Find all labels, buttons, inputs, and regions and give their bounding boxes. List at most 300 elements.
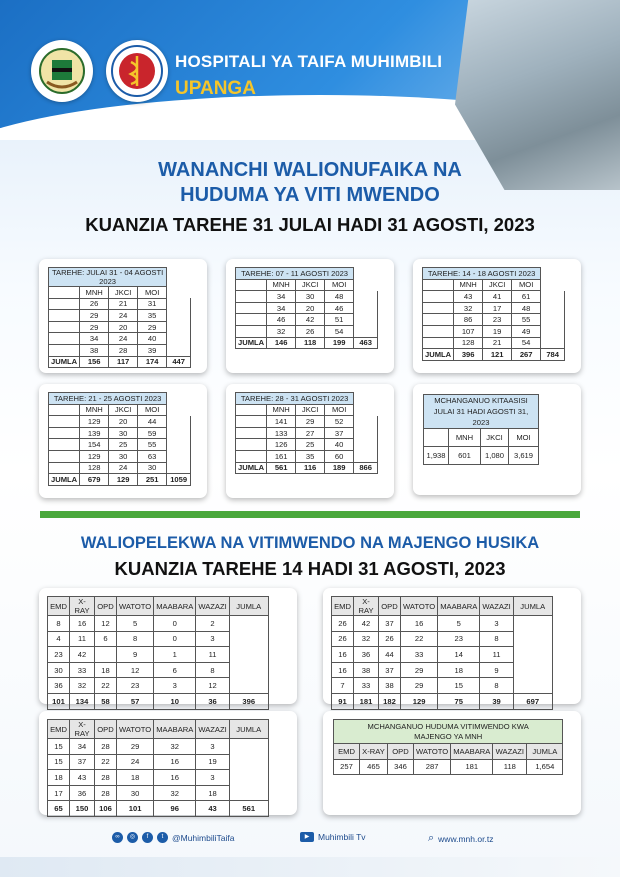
value-cell: 9 (117, 647, 154, 663)
dept-table (331, 596, 553, 710)
header-cell: JKCI (109, 287, 138, 299)
value-cell: 601 (449, 447, 481, 465)
value-cell: 52 (325, 416, 354, 428)
value-cell: 12 (196, 678, 229, 694)
value-cell: 16 (401, 616, 438, 632)
value-cell: 26 (80, 298, 109, 310)
hospital-name: HOSPITALI YA TAIFA MUHIMBILI (175, 52, 443, 71)
period-title: KUANZIA TAREHE 31 JULAI HADI 31 AGOSTI, 2023 (85, 214, 535, 235)
value-cell: 21 (109, 298, 138, 310)
value-cell: 42 (354, 616, 379, 632)
week-table (48, 267, 191, 368)
value-cell: 37 (325, 427, 354, 439)
value-cell: 9 (480, 662, 513, 678)
value-cell: 44 (379, 647, 401, 663)
total-cell: 57 (117, 693, 154, 709)
total-label: JUMLA (49, 356, 80, 368)
value-cell: 107 (454, 325, 483, 337)
value-cell: 34 (267, 291, 296, 303)
value-cell: 346 (388, 759, 414, 775)
header-cell: MAABARA (154, 720, 196, 739)
twitter-icon[interactable]: t (157, 832, 168, 843)
value-cell: 3 (480, 616, 513, 632)
week-table-title: TAREHE: 28 - 31 AGOSTI 2023 (236, 393, 354, 405)
value-cell: 11 (480, 647, 513, 663)
total-cell: 75 (438, 693, 480, 709)
value-cell: 287 (414, 759, 451, 775)
value-cell: 11 (70, 631, 95, 647)
total-cell: 447 (167, 356, 191, 368)
week-table-title: TAREHE: 14 - 18 AGOSTI 2023 (423, 268, 541, 280)
header-cell: JUMLA (229, 597, 268, 616)
value-cell: 32 (154, 785, 196, 801)
value-cell: 20 (296, 302, 325, 314)
value-cell: 23 (438, 631, 480, 647)
value-cell: 24 (109, 462, 138, 474)
week-table-title: TAREHE: 07 - 11 AGOSTI 2023 (236, 268, 354, 280)
hospital-logo (106, 40, 168, 102)
dept-table (47, 596, 269, 710)
youtube-icon[interactable]: ▶ (300, 832, 314, 842)
header-cell: MOI (509, 429, 539, 447)
value-cell: 61 (512, 291, 541, 303)
value-cell: 18 (48, 770, 70, 786)
total-cell: 150 (70, 801, 95, 817)
footer (0, 828, 620, 848)
header-cell: MAABARA (154, 597, 196, 616)
value-cell: 48 (512, 302, 541, 314)
week-card (39, 259, 207, 373)
total-row (236, 337, 378, 349)
dept-card (323, 588, 581, 704)
header-cell: OPD (95, 597, 117, 616)
main-title (0, 158, 620, 208)
facebook-icon[interactable]: f (142, 832, 153, 843)
value-cell: 46 (267, 314, 296, 326)
total-cell: 101 (48, 693, 70, 709)
value-cell: 32 (267, 325, 296, 337)
week-card (226, 259, 394, 373)
value-cell: 28 (109, 344, 138, 356)
value-cell: 14 (438, 647, 480, 663)
header-cell: WATOTO (401, 597, 438, 616)
value-cell: 37 (70, 754, 95, 770)
header-cell: MNH (267, 279, 296, 291)
header-cell: MNH (267, 404, 296, 416)
header-cell: WATOTO (117, 597, 154, 616)
header-cell: MOI (138, 404, 167, 416)
header-cell: MNH (454, 279, 483, 291)
value-cell: 129 (80, 450, 109, 462)
week-table-title: TAREHE: 21 - 25 AGOSTI 2023 (49, 393, 167, 405)
value-cell: 23 (117, 678, 154, 694)
value-cell: 8 (480, 678, 513, 694)
total-cell: 174 (138, 356, 167, 368)
header-cell: JKCI (481, 429, 509, 447)
value-cell: 37 (379, 616, 401, 632)
value-cell: 12 (95, 616, 117, 632)
dept-table (47, 719, 269, 817)
week-card (226, 384, 394, 498)
header-cell: X-RAY (360, 744, 388, 760)
header-cell: MOI (512, 279, 541, 291)
value-cell: 28 (95, 785, 117, 801)
header-cell: EMD (48, 720, 70, 739)
table-row (48, 616, 269, 632)
value-cell: 15 (48, 739, 70, 755)
value-cell: 11 (196, 647, 229, 663)
value-cell: 39 (138, 344, 167, 356)
table-row (49, 416, 191, 428)
header-cell: X-RAY (70, 720, 95, 739)
table-row (49, 427, 191, 439)
total-cell: 65 (48, 801, 70, 817)
total-cell: 866 (354, 462, 378, 474)
value-cell: 16 (332, 662, 354, 678)
main-title-line2: HUDUMA YA VITI MWENDO (180, 184, 440, 206)
header-cell: EMD (334, 744, 360, 760)
value-cell: 37 (379, 662, 401, 678)
value-cell: 6 (95, 631, 117, 647)
value-cell: 8 (480, 631, 513, 647)
summary2-title: MCHANGANUO HUDUMA VITIMWENDO KWA MAJENGO YA MNH (334, 720, 563, 744)
social-links[interactable] (112, 832, 234, 843)
header-cell: MOI (325, 279, 354, 291)
coat-of-arms-logo (31, 40, 93, 102)
total-cell: 36 (196, 693, 229, 709)
value-cell: 30 (117, 785, 154, 801)
value-cell: 16 (332, 647, 354, 663)
header-cell: MOI (138, 287, 167, 299)
website-link[interactable] (428, 832, 493, 845)
value-cell: 3 (196, 631, 229, 647)
value-cell: 22 (401, 631, 438, 647)
value-cell: 54 (512, 337, 541, 349)
total-cell: 118 (296, 337, 325, 349)
value-cell: 15 (438, 678, 480, 694)
value-cell: 1,080 (481, 447, 509, 465)
table-row (423, 314, 565, 326)
value-cell: 7 (332, 678, 354, 694)
week-table (235, 267, 378, 349)
value-cell: 32 (354, 631, 379, 647)
header-cell: WAZAZI (493, 744, 527, 760)
value-cell: 28 (95, 770, 117, 786)
value-cell: 25 (109, 439, 138, 451)
value-cell: 18 (117, 770, 154, 786)
value-cell: 55 (512, 314, 541, 326)
total-label: JUMLA (423, 349, 454, 361)
total-row (49, 356, 191, 368)
value-cell: 29 (138, 321, 167, 333)
value-cell: 22 (95, 754, 117, 770)
value-cell: 128 (80, 462, 109, 474)
value-cell: 48 (325, 291, 354, 303)
value-cell: 30 (109, 450, 138, 462)
value-cell: 20 (109, 321, 138, 333)
header-cell: JUMLA (527, 744, 563, 760)
table-row (49, 462, 191, 474)
value-cell: 30 (138, 462, 167, 474)
value-cell: 34 (80, 333, 109, 345)
total-cell: 101 (117, 801, 154, 817)
value-cell: 32 (454, 302, 483, 314)
value-cell: 18 (196, 785, 229, 801)
week-table (48, 392, 191, 486)
value-cell: 40 (325, 439, 354, 451)
total-cell: 96 (154, 801, 196, 817)
value-cell: 59 (138, 427, 167, 439)
value-cell: 34 (70, 739, 95, 755)
value-cell: 42 (70, 647, 95, 663)
value-cell: 141 (267, 416, 296, 428)
value-cell: 8 (196, 662, 229, 678)
value-cell: 38 (80, 344, 109, 356)
total-cell: 784 (541, 349, 565, 361)
value-cell: 36 (354, 647, 379, 663)
header-cell: WATOTO (414, 744, 451, 760)
value-cell: 3 (154, 678, 196, 694)
value-cell: 54 (325, 325, 354, 337)
total-cell: 10 (154, 693, 196, 709)
table-row (236, 302, 378, 314)
value-cell: 29 (296, 416, 325, 428)
value-cell: 139 (80, 427, 109, 439)
table-row (236, 416, 378, 428)
value-cell: 86 (454, 314, 483, 326)
total-row (236, 462, 378, 474)
table-row (236, 450, 378, 462)
total-cell: 129 (109, 474, 138, 486)
table-row (423, 291, 565, 303)
total-cell: 679 (80, 474, 109, 486)
total-row (423, 349, 565, 361)
section-divider (40, 511, 580, 518)
header-cell: MAABARA (438, 597, 480, 616)
section2-period: KUANZIA TAREHE 14 HADI 31 AGOSTI, 2023 (114, 558, 506, 579)
table-row (423, 337, 565, 349)
value-cell: 128 (454, 337, 483, 349)
value-cell: 133 (267, 427, 296, 439)
table-row (49, 298, 191, 310)
total-cell: 182 (379, 693, 401, 709)
summary-table-institutions (423, 394, 544, 465)
table-row (48, 739, 269, 755)
value-cell: 16 (70, 616, 95, 632)
week-card (39, 384, 207, 498)
header-cell: X-RAY (354, 597, 379, 616)
value-cell: 42 (296, 314, 325, 326)
value-cell: 257 (334, 759, 360, 775)
value-cell: 23 (483, 314, 512, 326)
header-cell: OPD (388, 744, 414, 760)
total-cell: 1059 (167, 474, 191, 486)
total-cell: 116 (296, 462, 325, 474)
value-cell: 46 (325, 302, 354, 314)
value-cell: 2 (196, 616, 229, 632)
value-cell: 38 (354, 662, 379, 678)
value-cell: 30 (109, 427, 138, 439)
value-cell: 0 (154, 616, 196, 632)
value-cell: 34 (267, 302, 296, 314)
dept-card (39, 711, 297, 815)
total-cell: 91 (332, 693, 354, 709)
value-cell: 12 (117, 662, 154, 678)
meta-icon[interactable]: ∞ (112, 832, 123, 843)
summary-card-institutions (413, 384, 581, 495)
value-cell: 5 (438, 616, 480, 632)
header-cell: WAZAZI (196, 720, 229, 739)
social-handle[interactable]: @MuhimbiliTaifa (172, 832, 235, 843)
value-cell: 4 (48, 631, 70, 647)
value-cell: 32 (154, 739, 196, 755)
value-cell: 36 (70, 785, 95, 801)
summary-card-buildings (323, 711, 581, 815)
main-title-line1: WANANCHI WALIONUFAIKA NA (158, 159, 462, 181)
value-cell: 44 (138, 416, 167, 428)
table-row (49, 333, 191, 345)
header-cell: WAZAZI (480, 597, 513, 616)
value-cell: 51 (325, 314, 354, 326)
value-cell: 23 (48, 647, 70, 663)
value-cell: 1,654 (527, 759, 563, 775)
header-cell: MAABARA (451, 744, 493, 760)
total-cell: 463 (354, 337, 378, 349)
value-cell: 26 (332, 616, 354, 632)
value-cell: 22 (95, 678, 117, 694)
value-cell: 126 (267, 439, 296, 451)
header-cell: MNH (449, 429, 481, 447)
value-cell: 36 (48, 678, 70, 694)
value-cell: 3 (196, 770, 229, 786)
bottom-strip (0, 857, 620, 877)
table-row (332, 616, 553, 632)
value-cell: 28 (95, 739, 117, 755)
hospital-branch: UPANGA (175, 78, 256, 99)
value-cell: 26 (296, 325, 325, 337)
header-cell: X-RAY (70, 597, 95, 616)
table-row (49, 439, 191, 451)
value-cell: 26 (332, 631, 354, 647)
value-cell: 60 (325, 450, 354, 462)
value-cell: 18 (438, 662, 480, 678)
value-cell: 24 (109, 310, 138, 322)
total-cell: 251 (138, 474, 167, 486)
total-cell: 396 (454, 349, 483, 361)
header-cell: OPD (379, 597, 401, 616)
value-cell: 21 (483, 337, 512, 349)
table-row (236, 427, 378, 439)
value-cell: 29 (80, 310, 109, 322)
total-row (332, 693, 553, 709)
header-cell: MNH (80, 404, 109, 416)
total-cell: 199 (325, 337, 354, 349)
header-cell: JKCI (296, 279, 325, 291)
total-row (49, 474, 191, 486)
youtube-link[interactable] (300, 832, 366, 842)
total-label: JUMLA (236, 337, 267, 349)
value-cell: 3,619 (509, 447, 539, 465)
value-cell: 0 (154, 631, 196, 647)
week-table (235, 392, 378, 474)
total-cell: 146 (267, 337, 296, 349)
value-cell: 29 (117, 739, 154, 755)
value-cell: 118 (493, 759, 527, 775)
value-cell: 18 (95, 662, 117, 678)
value-cell: 17 (483, 302, 512, 314)
value-cell: 25 (296, 439, 325, 451)
value-cell: 27 (296, 427, 325, 439)
total-cell: 129 (401, 693, 438, 709)
value-cell: 1 (154, 647, 196, 663)
value-cell: 63 (138, 450, 167, 462)
table-row (49, 450, 191, 462)
table-row (49, 310, 191, 322)
week-table (422, 267, 565, 361)
header-cell: OPD (95, 720, 117, 739)
value-cell: 5 (117, 616, 154, 632)
week-table-title: TAREHE: JULAI 31 - 04 AGOSTI 2023 (49, 268, 167, 287)
value-cell: 30 (296, 291, 325, 303)
value-cell: 3 (196, 739, 229, 755)
youtube-channel[interactable]: Muhimbili Tv (318, 832, 366, 842)
value-cell: 41 (483, 291, 512, 303)
total-cell: 106 (95, 801, 117, 817)
value-cell: 8 (48, 616, 70, 632)
value-cell: 35 (138, 310, 167, 322)
dept-card (39, 588, 297, 704)
total-cell: 189 (325, 462, 354, 474)
week-card (413, 259, 581, 373)
value-cell: 55 (138, 439, 167, 451)
total-row (48, 693, 269, 709)
value-cell (95, 647, 117, 663)
value-cell: 38 (379, 678, 401, 694)
header-cell: JKCI (296, 404, 325, 416)
value-cell: 43 (70, 770, 95, 786)
table-row (236, 439, 378, 451)
value-cell: 26 (379, 631, 401, 647)
table-row (49, 321, 191, 333)
summary-table-buildings (333, 719, 563, 775)
table-row (423, 302, 565, 314)
total-cell: 697 (513, 693, 552, 709)
value-cell: 32 (70, 678, 95, 694)
header-cell: WAZAZI (196, 597, 229, 616)
value-cell: 16 (154, 770, 196, 786)
total-cell: 181 (354, 693, 379, 709)
value-cell: 35 (296, 450, 325, 462)
total-cell: 267 (512, 349, 541, 361)
instagram-icon[interactable]: ◎ (127, 832, 138, 843)
total-cell: 43 (196, 801, 229, 817)
total-cell: 561 (229, 801, 268, 817)
value-cell: 161 (267, 450, 296, 462)
value-cell: 40 (138, 333, 167, 345)
header-cell: JUMLA (513, 597, 552, 616)
value-cell: 19 (483, 325, 512, 337)
value-cell: 33 (401, 647, 438, 663)
value-cell: 29 (401, 662, 438, 678)
section2-title: WALIOPELEKWA NA VITIMWENDO NA MAJENGO HUSIKA (80, 534, 540, 552)
website-url[interactable]: www.mnh.or.tz (438, 833, 494, 844)
value-cell: 29 (401, 678, 438, 694)
value-cell: 17 (48, 785, 70, 801)
total-row (48, 801, 269, 817)
value-cell: 33 (354, 678, 379, 694)
search-icon: ⌕ (428, 832, 435, 844)
header-cell: EMD (48, 597, 70, 616)
